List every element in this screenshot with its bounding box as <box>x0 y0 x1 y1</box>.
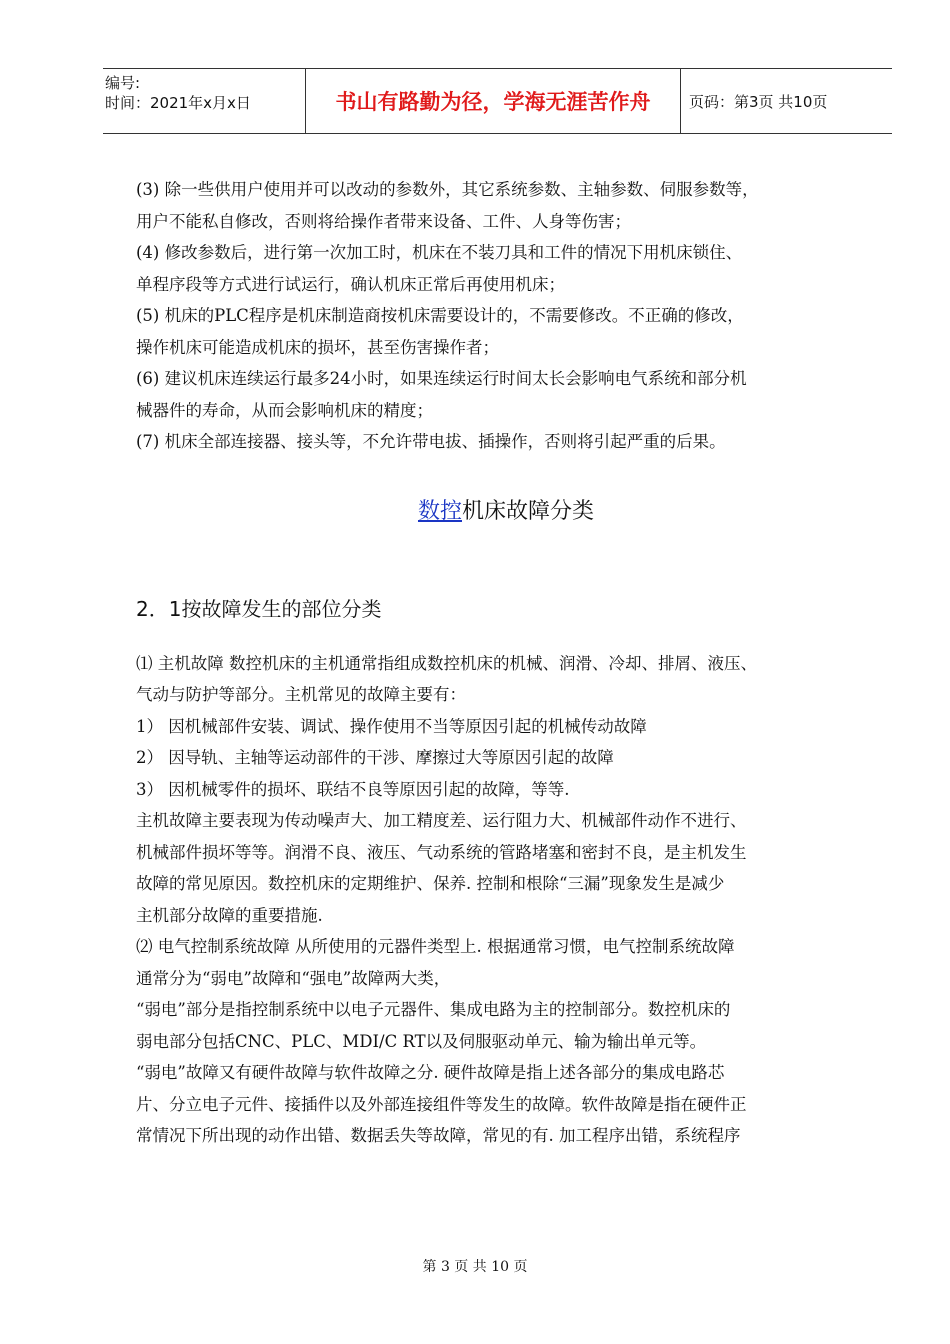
text-line: (4) 修改参数后，进行第一次加工时，机床在不装刀具和工件的情况下用机床锁住、 <box>136 243 743 262</box>
header-motto: 书山有路勤为径，学海无涯苦作舟 <box>305 69 681 133</box>
text-line: 机械部件损坏等等。润滑不良、液压、气动系统的管路堵塞和密封不良，是主机发生 <box>136 842 747 862</box>
text-line: 械器件的寿命，从而会影响机床的精度； <box>136 400 433 420</box>
text-line: 故障的常见原因。数控机床的定期维护、保养. 控制和根除“三漏”现象发生是减少 <box>136 874 725 893</box>
text-line: 片、分立电子元件、接插件以及外部连接组件等发生的故障。软件故障是指在硬件正 <box>136 1094 747 1114</box>
header-page-info: 页码：第3页 共10页 <box>689 92 828 111</box>
text-line: (7) 机床全部连接器、接头等，不允许带电拔、插操作，否则将引起严重的后果。 <box>136 432 726 451</box>
text-line: ⑴ 主机故障 数控机床的主机通常指组成数控机床的机械、润滑、冷却、排屑、液压、 <box>136 653 757 673</box>
text-line: 3） 因机械零件的损坏、联结不良等原因引起的故障，等等. <box>136 779 570 799</box>
page-header <box>103 68 892 134</box>
text-line: 用户不能私自修改，否则将给操作者带来设备、工件、人身等伤害； <box>136 211 631 231</box>
text-line: 1） 因机械部件安装、调试、操作使用不当等原因引起的机械传动故障 <box>136 716 647 736</box>
text-line: 单程序段等方式进行试运行，确认机床正常后再使用机床； <box>136 274 565 294</box>
page-footer: 第 3 页 共 10 页 <box>422 1259 528 1275</box>
body-paragraphs <box>136 648 876 1152</box>
time-label: 时间：2021年x月x日 <box>105 94 251 112</box>
section-title-link[interactable]: 数控 <box>417 498 462 524</box>
subsection-title: 2．1按故障发生的部位分类 <box>136 596 382 621</box>
text-line: 通常分为“弱电”故障和“强电”故障两大类， <box>136 968 451 988</box>
text-line: 主机故障主要表现为传动噪声大、加工精度差、运行阻力大、机械部件动作不进行、 <box>136 811 747 830</box>
top-paragraphs <box>136 174 876 458</box>
header-left-cell <box>103 69 305 133</box>
text-line: “弱电”部分是指控制系统中以电子元器件、集成电路为主的控制部分。数控机床的 <box>136 1000 731 1019</box>
text-line: 2） 因导轨、主轴等运动部件的干涉、摩擦过大等原因引起的故障 <box>136 748 614 767</box>
text-line: 操作机床可能造成机床的损坏，甚至伤害操作者； <box>136 337 499 357</box>
section-title-text: 机床故障分类 <box>462 498 595 524</box>
text-line: ⑵ 电气控制系统故障 从所使用的元器件类型上. 根据通常习惯，电气控制系统故障 <box>136 937 735 956</box>
number-label: 编号: <box>105 74 141 92</box>
text-line: 主机部分故障的重要措施. <box>136 905 323 925</box>
text-line: (5) 机床的PLC程序是机床制造商按机床需要设计的，不需要修改。不正确的修改， <box>136 306 744 325</box>
text-line: (3) 除一些供用户使用并可以改动的参数外，其它系统参数、主轴参数、伺服参数等， <box>136 180 759 199</box>
text-line: 常情况下所出现的动作出错、数据丢失等故障，常见的有. 加工程序出错，系统程序 <box>136 1126 741 1145</box>
text-line: (6) 建议机床连续运行最多24小时，如果连续运行时间太长会影响电气系统和部分机 <box>136 369 747 388</box>
text-line: 弱电部分包括CNC、PLC、MDI/C RT以及伺服驱动单元、输为输出单元等。 <box>136 1031 707 1051</box>
document-body <box>136 174 876 1152</box>
text-line: 气动与防护等部分。主机常见的故障主要有： <box>136 685 466 704</box>
section-title <box>136 496 876 528</box>
text-line: “弱电”故障又有硬件故障与软件故障之分. 硬件故障是指上述各部分的集成电路芯 <box>136 1063 725 1082</box>
